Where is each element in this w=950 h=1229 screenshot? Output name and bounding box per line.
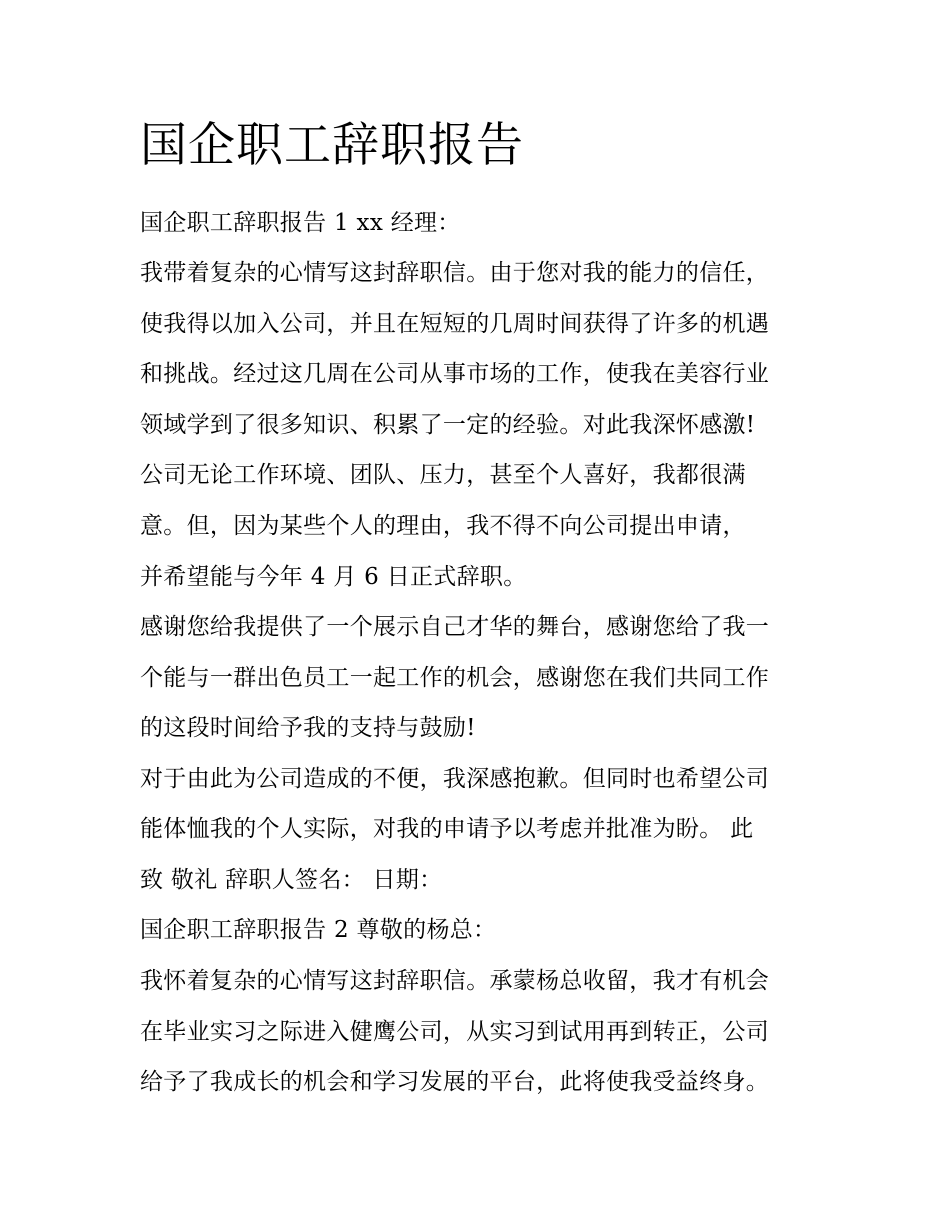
paragraph-line: 感谢您给我提供了一个展示自己才华的舞台，感谢您给了我一	[140, 614, 770, 640]
paragraph-line: 个能与一群出色员工一起工作的机会，感谢您在我们共同工作	[140, 665, 770, 691]
paragraph-line: 使我得以加入公司，并且在短短的几周时间获得了许多的机遇	[140, 311, 770, 337]
paragraph-line: 公司无论工作环境、团队、压力，甚至个人喜好，我都很满	[140, 462, 746, 488]
paragraph-line: 并希望能与今年 4 月 6 日正式辞职。	[140, 564, 527, 590]
paragraph-line: 在毕业实习之际进入健鹰公司，从实习到试用再到转正，公司	[140, 1019, 770, 1045]
paragraph-line: 致 敬礼 辞职人签名： 日期：	[140, 867, 443, 893]
paragraph-line: 领域学到了很多知识、积累了一定的经验。对此我深怀感激!	[140, 412, 756, 438]
paragraph-line: 国企职工辞职报告 2 尊敬的杨总：	[140, 917, 497, 943]
paragraph-line: 能体恤我的个人实际，对我的申请予以考虑并批准为盼。 此	[140, 816, 754, 842]
paragraph-line: 我带着复杂的心情写这封辞职信。由于您对我的能力的信任，	[140, 260, 770, 286]
paragraph-line: 给予了我成长的机会和学习发展的平台，此将使我受益终身。	[140, 1069, 770, 1095]
paragraph-line: 对于由此为公司造成的不便，我深感抱歉。但同时也希望公司	[140, 766, 770, 792]
paragraph-line: 意。但，因为某些个人的理由，我不得不向公司提出申请，	[140, 513, 746, 539]
paragraph-line: 我怀着复杂的心情写这封辞职信。承蒙杨总收留，我才有机会	[140, 968, 770, 994]
paragraph-line: 的这段时间给予我的支持与鼓励!	[140, 715, 476, 741]
document-title: 国企职工辞职报告	[140, 118, 524, 173]
paragraph-line: 和挑战。经过这几周在公司从事市场的工作，使我在美容行业	[140, 361, 770, 387]
paragraph-line: 国企职工辞职报告 1 xx 经理：	[140, 210, 461, 236]
